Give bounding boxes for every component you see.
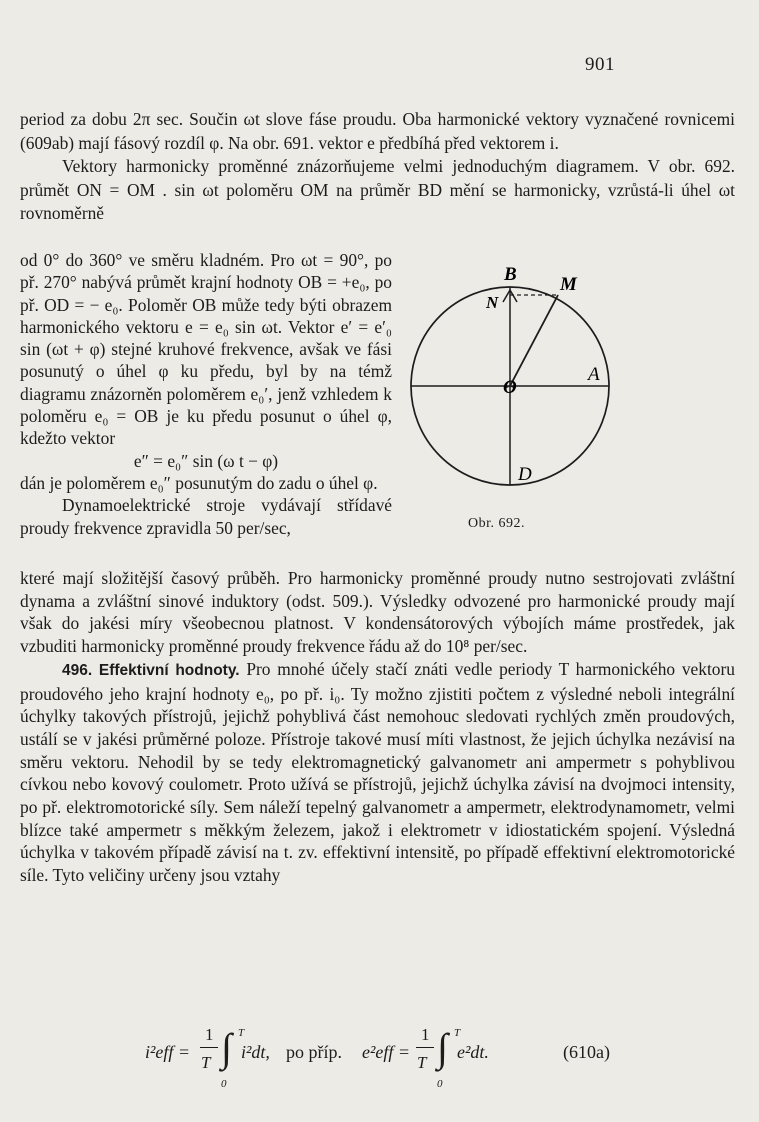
- figure-caption: Obr. 692.: [468, 516, 525, 531]
- figure-692: [400, 262, 662, 542]
- paragraph-4b: které mají složitější časový průběh. Pro harmonicky proměnné proudy nutno sestrojovati zvláštní dynama a zvláštní sinové induktory (odst. 509.). Výsledky odvozené pro harmonické proudy mají však do jakési míry všeobecnou platnost. V kondensátorových výbojích máme prostředek, jak vzbuditi harmonicky proměnné proudy frekvence řádu až do 10⁸ per/sec.: [20, 568, 735, 657]
- text-block-bottom: [20, 567, 735, 887]
- eq-upper-1: T: [238, 1027, 245, 1039]
- eq-frac-den-2: T: [417, 1053, 427, 1072]
- eq-frac-den-1: T: [201, 1053, 211, 1072]
- paragraph-2: Vektory harmonicky proměnné znázorňujeme velmi jednoduchým diagramem. V obr. 692. průmět ON = OM . sin ωt poloměru OM na průměr BD mění se harmonicky, vzrůstá-li úhel ωt rovnoměrně: [20, 156, 735, 223]
- equation-610a: [145, 1025, 745, 1090]
- eq-integral-1: ∫: [221, 1025, 232, 1070]
- text-block-top: [20, 108, 735, 226]
- eq-frac-num-1: 1: [205, 1025, 214, 1044]
- eq-frac-bar-1: [200, 1047, 218, 1048]
- eq-upper-2: T: [454, 1027, 461, 1039]
- eq-frac-bar-2: [416, 1047, 434, 1048]
- text-column-left: [20, 249, 392, 539]
- label-o: O: [503, 377, 517, 398]
- eq-frac-num-2: 1: [421, 1025, 430, 1044]
- circle-diagram: [400, 262, 662, 542]
- eq-lower-2: 0: [437, 1078, 443, 1090]
- section-title: Effektivní hodnoty.: [98, 661, 240, 679]
- radius-om: [510, 295, 558, 386]
- paragraph-5: [20, 658, 735, 887]
- eq-mid-text: po příp.: [286, 1042, 342, 1062]
- eq-integral-2: ∫: [437, 1025, 448, 1070]
- label-b: B: [504, 264, 517, 285]
- label-d: D: [518, 464, 532, 485]
- eq-number: (610a): [563, 1042, 610, 1062]
- label-n: N: [486, 293, 499, 312]
- formula-inline: e″ = e₀″ sin (ω t − φ): [133, 450, 279, 471]
- eq-integrand-2: e²dt.: [457, 1042, 489, 1062]
- label-a: A: [588, 364, 600, 385]
- eq-lhs-2: e²eff =: [362, 1042, 411, 1062]
- paragraph-3a: od 0° do 360° ve směru kladném. Pro ωt = 90°, po př. 270° nabývá průmět krajní hodnoty OB = +e₀, po př. OD = − e₀. Poloměr OB může tedy býti obrazem harmonického vektoru e = e₀ sin ωt. Vektor e′ = e′₀ sin (ωt + φ) stejné kruhové frekvence, avšak ve fási posunutý o úhel φ ku předu, byl by na témž diagramu znázorněn poloměrem e₀′, jenž vzhledem k poloměru e₀ = OB je ku předu posunut o úhel φ, kdežto vektor: [20, 250, 392, 449]
- label-m: M: [560, 274, 577, 295]
- eq-lower-1: 0: [221, 1078, 227, 1090]
- paragraph-1: period za dobu 2π sec. Součin ωt slove fáse proudu. Oba harmonické vektory vyznačené rovnicemi (609ab) mají fásový rozdíl φ. Na obr. 691. vektor e předbíhá před vektorem i.: [20, 109, 735, 153]
- paragraph-3b: dán je poloměrem e₀″ posunutým do zadu o úhel φ.: [20, 472, 378, 493]
- paragraph-4a: Dynamoelektrické stroje vydávají střídavé proudy frekvence zpravidla 50 per/sec,: [20, 495, 392, 538]
- page-number: 901: [585, 54, 615, 75]
- eq-integrand-1: i²dt,: [241, 1042, 270, 1062]
- eq-lhs-1: i²eff =: [145, 1042, 191, 1062]
- section-number: 496.: [62, 661, 93, 679]
- paragraph-5-body: Pro mnohé účely stačí znáti vedle periody T harmonického vektoru proudového jeho krajní hodnoty e₀, po př. i₀. Ty možno zjistiti počtem z výsledné neboli integrální úchylky takových přístrojů, jejichž pohyblivá část nemohouc sledovati rychlých změn proudových, ustálí se v jakési průměrné poloze. Přístroje takové musí míti vlastnost, že jejich úchylka nezávisí na směru vektoru. Nehodil by se tedy elektromagnetický galvanometr ani ampermetr s pohyblivou cívkou nebo kovový coulometr. Proto užívá se přístrojů, jejichž úchylka závisí na dvojmoci intensity, po př. elektromotorické síly. Sem náleží tepelný galvanometr a ampermetr, elektrodynamometr, velmi blízce také ampermetr s měkkým železem, jakož i elektrometr v idiostatickém spojení. Výsledná úchylka v takovém případě závisí na t. zv. effektivní intensitě, po případě effektivní elektromotorické síle. Tyto veličiny určeny jsou vztahy: [20, 658, 735, 886]
